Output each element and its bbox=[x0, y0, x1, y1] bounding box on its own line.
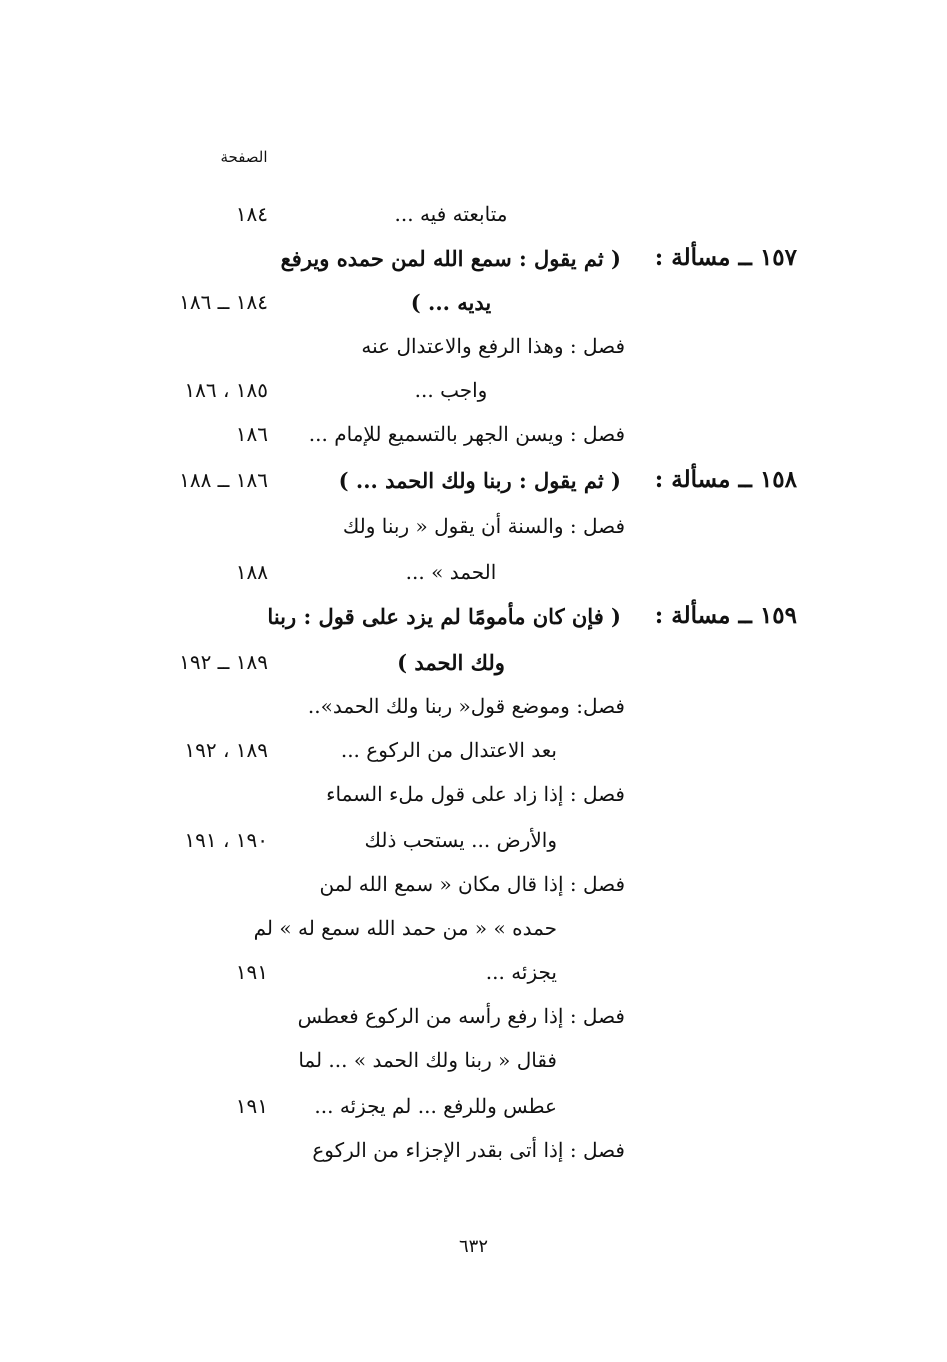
page-range: ١٩١ bbox=[235, 1094, 268, 1118]
toc-row bbox=[0, 510, 947, 554]
page-range: ١٨٥ ، ١٨٦ bbox=[184, 378, 268, 402]
entry-text: ولك الحمد ) bbox=[397, 650, 505, 675]
toc-row bbox=[0, 600, 947, 644]
toc-row bbox=[0, 242, 947, 286]
toc-row bbox=[0, 1134, 947, 1178]
entry-text: ( فإن كان مأمومًا لم يزد على قول : ربنا bbox=[267, 604, 621, 629]
toc-row bbox=[0, 734, 947, 778]
issue-number: ١٥٧ ــ مسألة : bbox=[654, 244, 797, 271]
toc-row bbox=[0, 286, 947, 330]
entry-text: حمده » « من حمد الله سمع له » لم bbox=[253, 916, 557, 940]
entry-text: عطس وللرفع ... لم يجزئه ... bbox=[314, 1094, 557, 1118]
toc-row bbox=[0, 464, 947, 508]
entry-text: فصل : إذا أتى بقدر الإجزاء من الركوع bbox=[312, 1138, 625, 1162]
page-range: ١٨٤ ــ ١٨٦ bbox=[179, 290, 268, 314]
entry-text: بعد الاعتدال من الركوع ... bbox=[340, 738, 557, 762]
toc-row bbox=[0, 868, 947, 912]
page-range: ١٨٩ ، ١٩٢ bbox=[184, 738, 268, 762]
toc-row bbox=[0, 646, 947, 690]
page-range: ١٨٤ bbox=[235, 202, 268, 226]
toc-row bbox=[0, 556, 947, 600]
entry-text: فصل : إذا قال مكان « سمع الله لمن bbox=[319, 872, 625, 896]
entry-text: يديه ... ) bbox=[410, 290, 492, 315]
entry-text: يجزئه ... bbox=[485, 960, 557, 984]
entry-text: فصل : وهذا الرفع والاعتدال عنه bbox=[361, 334, 625, 358]
page-range: ١٩٠ ، ١٩١ bbox=[184, 828, 268, 852]
toc-row bbox=[0, 824, 947, 868]
issue-number: ١٥٨ ــ مسألة : bbox=[654, 466, 797, 493]
entry-text: فصل : ويسن الجهر بالتسميع للإمام ... bbox=[308, 422, 625, 446]
page-range: ١٩١ bbox=[235, 960, 268, 984]
page-range: ١٨٦ ــ ١٨٨ bbox=[179, 468, 268, 492]
toc-row bbox=[0, 198, 947, 242]
entry-text: فقال « ربنا ولك الحمد » ... لما bbox=[298, 1048, 557, 1072]
toc-row bbox=[0, 1044, 947, 1088]
issue-number: ١٥٩ ــ مسألة : bbox=[654, 602, 797, 629]
toc-row bbox=[0, 912, 947, 956]
page-range: ١٨٦ bbox=[235, 422, 268, 446]
entry-text: فصل : إذا زاد على قول ملء السماء bbox=[326, 782, 625, 806]
page-range: ١٨٩ ــ ١٩٢ bbox=[179, 650, 268, 674]
entry-text: فصل : إذا رفع رأسه من الركوع فعطس bbox=[297, 1004, 625, 1028]
toc-row bbox=[0, 1000, 947, 1044]
entry-text: واجب ... bbox=[414, 378, 488, 402]
entry-text: والأرض ... يستحب ذلك bbox=[364, 828, 557, 852]
entry-text: فصل: وموضع قول« ربنا ولك الحمد».. bbox=[307, 694, 625, 718]
page-number: ٦٣٢ bbox=[458, 1236, 488, 1257]
entry-text: ( ثم يقول : ربنا ولك الحمد ... ) bbox=[338, 468, 621, 493]
entry-text: متابعته فيه ... bbox=[394, 202, 508, 226]
entry-text: ( ثم يقول : سمع الله لمن حمده ويرفع bbox=[280, 246, 621, 271]
page-column-header: الصفحة bbox=[220, 148, 268, 166]
toc-row bbox=[0, 330, 947, 374]
entry-text: الحمد » ... bbox=[405, 560, 497, 584]
toc-row bbox=[0, 690, 947, 734]
toc-row bbox=[0, 956, 947, 1000]
toc-row bbox=[0, 418, 947, 462]
toc-row bbox=[0, 374, 947, 418]
page-range: ١٨٨ bbox=[235, 560, 268, 584]
entry-text: فصل : والسنة أن يقول « ربنا ولك bbox=[342, 514, 625, 538]
toc-row bbox=[0, 1090, 947, 1134]
toc-row bbox=[0, 778, 947, 822]
